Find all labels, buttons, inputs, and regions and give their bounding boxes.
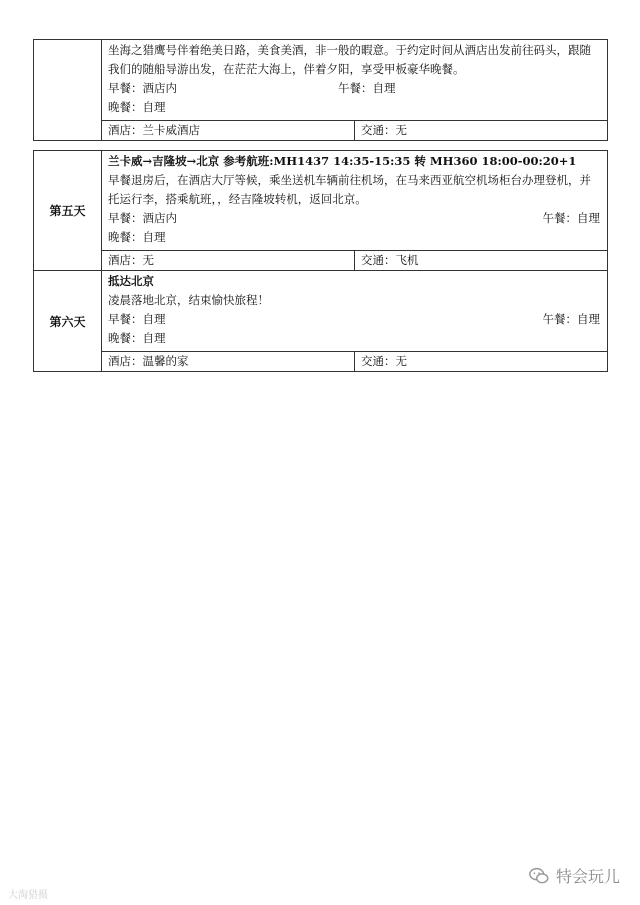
day-label: 第五天	[34, 151, 102, 271]
lunch-text: 午餐：自理	[338, 81, 396, 95]
day-content	[102, 151, 608, 251]
transport-cell: 交通：无	[355, 352, 608, 372]
day-content	[102, 40, 608, 121]
day-description: 坐海之猎鹰号伴着绝美日路，美食美酒，非一般的暇意。于约定时间从酒店出发前往码头，跟随我们的随船导游出发，在茫茫大海上，伴着夕阳，享受甲板豪华晚餐。	[108, 43, 591, 76]
dinner-text: 晚餐：自理	[108, 230, 166, 244]
meals-row	[108, 79, 602, 98]
brand-logo	[528, 864, 620, 887]
day-content	[102, 271, 608, 352]
day-label-empty	[34, 40, 102, 141]
brand-name: 特会玩儿	[555, 867, 620, 886]
transport-cell: 交通：无	[355, 121, 608, 141]
dinner-text: 晚餐：自理	[108, 331, 166, 345]
breakfast-text: 早餐：自理	[108, 312, 166, 326]
breakfast-text: 早餐：酒店内	[108, 81, 177, 95]
hotel-cell: 酒店：无	[102, 251, 355, 271]
day-title: 抵达北京	[108, 274, 154, 288]
lunch-text: 午餐：自理	[542, 211, 600, 225]
day-title: 兰卡威→吉隆坡→北京 参考航班:MH1437 14:35-15:35 转 MH360 18:00-00:20+1	[108, 154, 577, 168]
dinner-text: 晚餐：自理	[108, 100, 166, 114]
itinerary-table	[33, 150, 608, 372]
watermark: 大淘猎摄	[8, 890, 48, 901]
hotel-cell: 酒店：温馨的家	[102, 352, 355, 372]
meals-row	[108, 209, 602, 228]
itinerary-table-continued	[33, 39, 608, 141]
lunch-text: 午餐：自理	[542, 312, 600, 326]
day-description: 早餐退房后，在酒店大厅等候，乘坐送机车辆前往机场，在马来西亚航空机场柜台办理登机，并托运行李，搭乘航班，，经吉隆坡转机，返回北京。	[108, 173, 591, 206]
meals-row	[108, 310, 602, 329]
wechat-icon	[528, 865, 550, 887]
day-label: 第六天	[34, 271, 102, 372]
day-description: 凌晨落地北京，结束愉快旅程！	[108, 293, 269, 307]
breakfast-text: 早餐：酒店内	[108, 211, 177, 225]
hotel-cell: 酒店：兰卡威酒店	[102, 121, 355, 141]
transport-cell: 交通：飞机	[355, 251, 608, 271]
